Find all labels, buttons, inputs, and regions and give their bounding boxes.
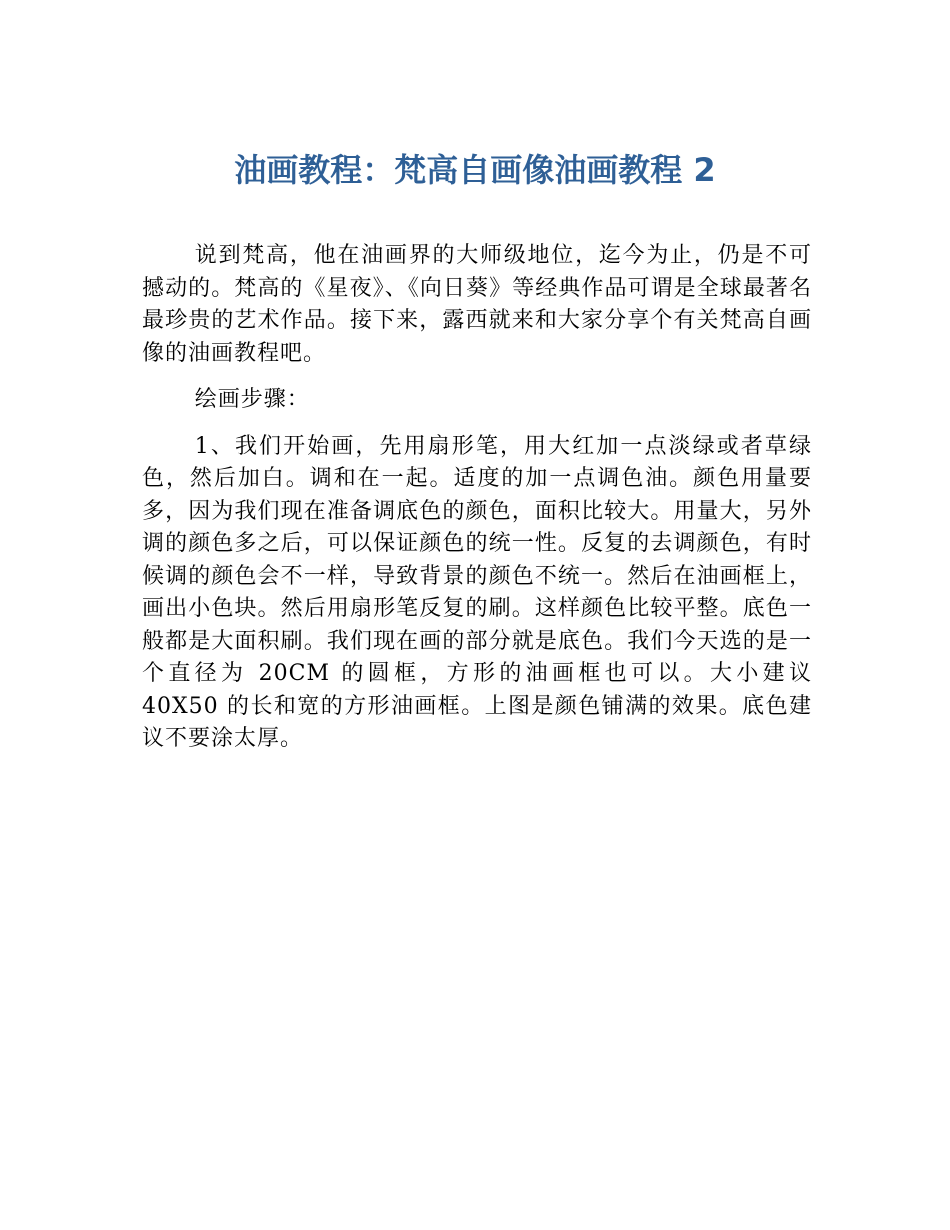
paragraph-step-1: 1、我们开始画，先用扇形笔，用大红加一点淡绿或者草绿色，然后加白。调和在一起。适度的加一点调色油。颜色用量要多，因为我们现在准备调底色的颜色，面积比较大。用量大，另外调的颜色多之后，可以保证颜色的统一性。反复的去调颜色，有时候调的颜色会不一样，导致背景的颜色不统一。然后在油画框上，画出小色块。然后用扇形笔反复的刷。这样颜色比较平整。底色一般都是大面积刷。我们现在画的部分就是底色。我们今天选的是一个直径为 20CM 的圆框，方形的油画框也可以。大小建议 40X50 的长和宽的方形油画框。上图是颜色铺满的效果。底色建议不要涂太厚。 xyxy=(142,433,812,751)
document-title: 油画教程：梵高自画像油画教程 2 xyxy=(234,151,716,189)
paragraph-steps-heading: 绘画步骤： xyxy=(194,387,310,412)
paragraph-intro: 说到梵高，他在油画界的大师级地位，迄今为止，仍是不可撼动的。梵高的《星夜》、《向日葵》等经典作品可谓是全球最著名最珍贵的艺术作品。接下来，露西就来和大家分享个有关梵高自画像的油画教程吧。 xyxy=(142,243,812,366)
document-body xyxy=(142,240,812,770)
